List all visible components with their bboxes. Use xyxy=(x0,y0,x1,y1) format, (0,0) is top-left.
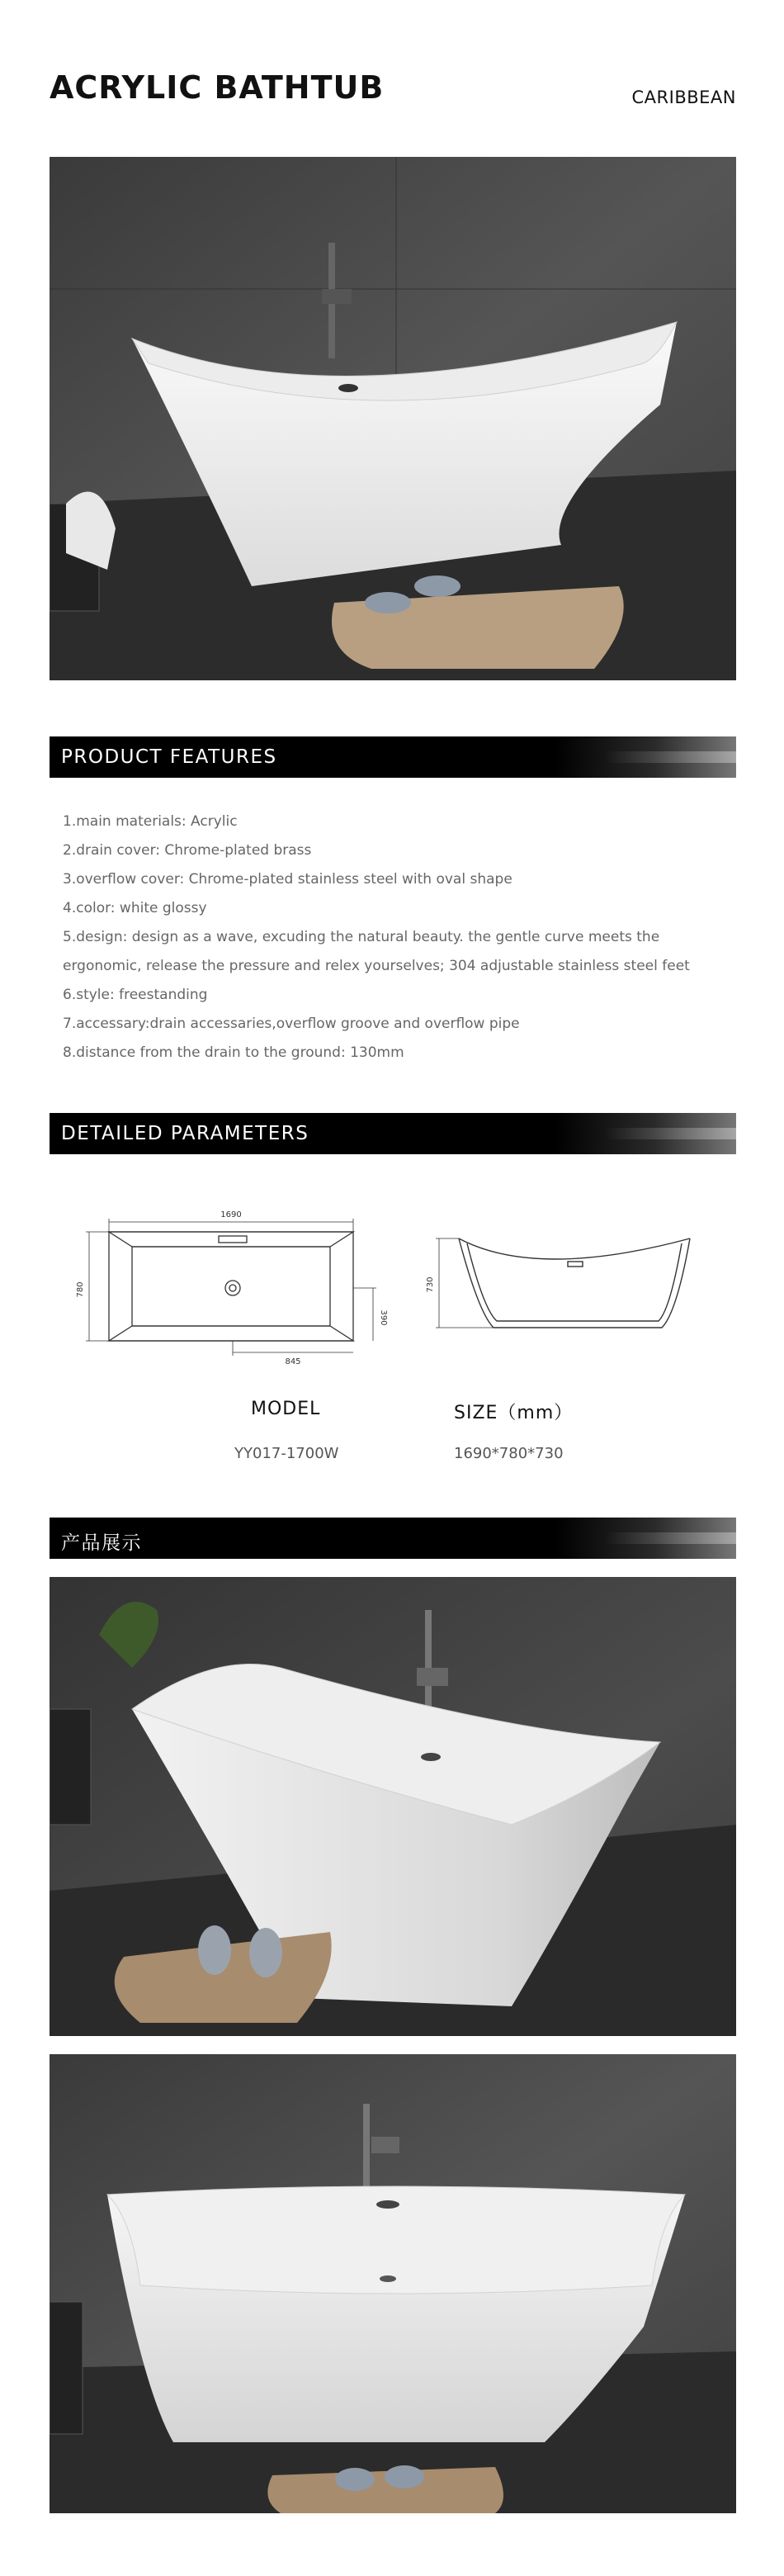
hero-photo xyxy=(50,157,736,680)
technical-drawings xyxy=(50,1189,736,1371)
display-section-bar xyxy=(50,1518,736,1559)
top-view-drawing xyxy=(86,1219,376,1356)
dimension-drawing xyxy=(50,1189,736,1371)
feature-item: 4.color: white glossy xyxy=(63,900,207,916)
bathtub-image xyxy=(50,2054,736,2513)
dim-half: 845 xyxy=(285,1357,301,1366)
parameters-section-bar xyxy=(50,1113,736,1154)
features-title: PRODUCT FEATURES xyxy=(61,746,277,768)
page-header xyxy=(50,69,736,119)
features-section-bar xyxy=(50,736,736,778)
bar-highlight xyxy=(604,751,736,763)
feature-item: 7.accessary:drain accessaries,overflow groove and overflow pipe xyxy=(63,1016,520,1032)
bathtub-image xyxy=(50,157,736,680)
feature-item: 5.design: design as a wave, excuding the natural beauty. the gentle curve meets the xyxy=(63,929,660,945)
feature-item: 2.drain cover: Chrome-plated brass xyxy=(63,842,312,859)
brand-name: CARIBBEAN xyxy=(631,88,736,107)
display-title: 产品展示 xyxy=(61,1532,142,1554)
size-label: SIZE（mm） xyxy=(454,1403,574,1423)
display-photo-1 xyxy=(50,1577,736,2036)
feature-item: 6.style: freestanding xyxy=(63,987,208,1003)
dim-length: 1690 xyxy=(220,1210,242,1219)
feature-item: 1.main materials: Acrylic xyxy=(63,813,238,830)
feature-item: 3.overflow cover: Chrome-plated stainless steel with oval shape xyxy=(63,871,512,888)
size-value: 1690*780*730 xyxy=(454,1445,564,1462)
feature-item: 8.distance from the drain to the ground: 130mm xyxy=(63,1044,404,1061)
feature-item: ergonomic, release the pressure and relex yourselves; 304 adjustable stainless steel feet xyxy=(63,958,690,974)
features-list xyxy=(63,807,723,1068)
bathtub-image xyxy=(50,1577,736,2036)
side-view-drawing xyxy=(436,1238,690,1328)
parameters-title: DETAILED PARAMETERS xyxy=(61,1123,309,1144)
model-value: YY017-1700W xyxy=(234,1445,339,1462)
display-photo-2 xyxy=(50,2054,736,2513)
dim-height: 730 xyxy=(426,1276,435,1293)
bar-highlight xyxy=(604,1128,736,1139)
model-label: MODEL xyxy=(251,1399,321,1419)
dim-width: 780 xyxy=(76,1281,85,1298)
page-title: ACRYLIC BATHTUB xyxy=(50,69,385,106)
dim-inner: 390 xyxy=(379,1309,388,1326)
bar-highlight xyxy=(604,1532,736,1544)
